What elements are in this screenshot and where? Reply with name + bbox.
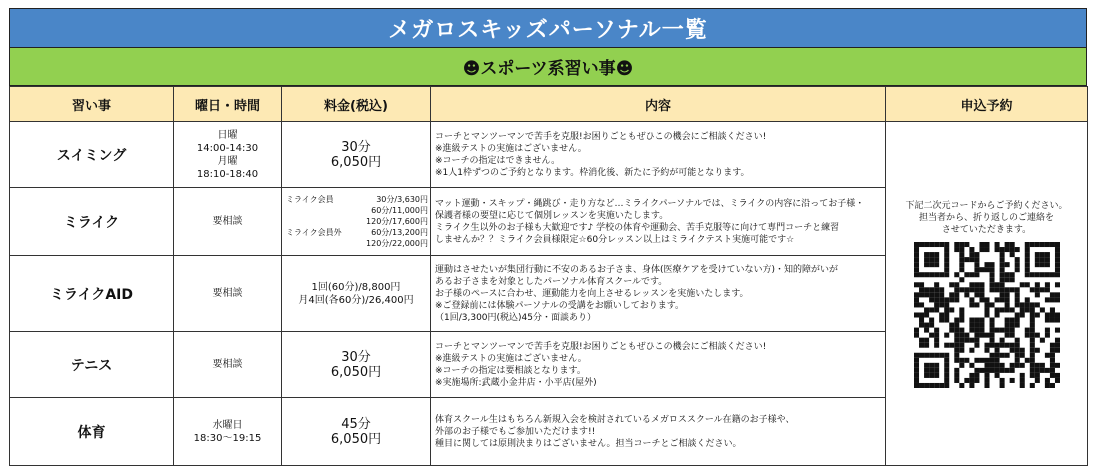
lesson-price: 45分 6,050円 <box>282 398 431 466</box>
lesson-price: 30分 6,050円 <box>282 332 431 398</box>
lesson-name: テニス <box>10 332 174 398</box>
header-lesson: 習い事 <box>10 87 174 122</box>
lesson-schedule: 日曜 14:00-14:30 月曜 18:10-18:40 <box>174 122 282 188</box>
lesson-price: ミライク会員 30分/3,630円 60分/11,000円 120分/17,600円 ミライク会員外 60分/13,200円 120分/22,000円 <box>282 188 431 256</box>
lesson-name: ミライク <box>10 188 174 256</box>
header-reservation: 申込予約 <box>886 87 1088 122</box>
price-sheet <box>9 8 1087 466</box>
lesson-schedule: 水曜日 18:30～19:15 <box>174 398 282 466</box>
lesson-content: 体育スクール生はもちろん新規入会を検討されているメガロススクール在籍のお子様や、 外部のお子様でもご参加いただけます!! 種目に関しては原則決まりはございません。担当コーチとご相談ください。 <box>431 398 886 466</box>
header-row <box>10 87 1088 122</box>
lesson-content: マット運動・スキップ・縄跳び・走り方など…ミライクパーソナルでは、ミライクの内容に沿ってお子様・ 保護者様の要望に応じて個別レッスンを実施いたします。 ミライク生以外のお子様も大歓迎です♪ 学校の体育や運動会、苦手克服等に向けて専門コーチと練習 しませんか？？ミライク会員様限定☆60分レッスン以上はミライクテスト実施可能です☆ <box>431 188 886 256</box>
reservation-text: 下記二次元コードからご予約ください。 <box>905 200 1068 211</box>
header-schedule: 曜日・時間 <box>174 87 282 122</box>
lesson-name: スイミング <box>10 122 174 188</box>
reservation-text: させていただきます。 <box>941 224 1032 235</box>
lesson-table <box>9 86 1088 466</box>
lesson-name: ミライクAID <box>10 256 174 332</box>
header-content: 内容 <box>431 87 886 122</box>
lesson-content: 運動はさせたいが集団行動に不安のあるお子さま、身体(医療ケアを受けていない方)・知的障がいが あるお子さまを対象としたパーソナル体育スクールです。 お子様のペースに合わせ、運動能力を向上させるレッスンを実施いたします。 ※ご登録前には体験パーソナルの受講をお願いしております。 （1回/3,300円(税込)45分・面談あり） <box>431 256 886 332</box>
lesson-price: 1回(60分)/8,800円 月4回(各60分)/26,400円 <box>282 256 431 332</box>
lesson-content: コーチとマンツーマンで苦手を克服!お困りごともぜひこの機会にご相談ください! ※進級テストの実施はございません。 ※コーチの指定は要相談となります。 ※実施場所:武蔵小金井店・小平店(屋外) <box>431 332 886 398</box>
reservation-text: 担当者から、折り返しのご連絡を <box>918 212 1054 223</box>
lesson-schedule: 要相談 <box>174 256 282 332</box>
header-price: 料金(税込) <box>282 87 431 122</box>
lesson-schedule: 要相談 <box>174 188 282 256</box>
lesson-name: 体育 <box>10 398 174 466</box>
reservation-cell <box>886 122 1088 466</box>
qr-code-icon[interactable] <box>914 242 1060 388</box>
lesson-schedule: 要相談 <box>174 332 282 398</box>
lesson-price: 30分 6,050円 <box>282 122 431 188</box>
lesson-content: コーチとマンツーマンで苦手を克服!お困りごともぜひこの機会にご相談ください! ※進級テストの実施はございません。 ※コーチの指定はできません。 ※1人1枠ずつのご予約となります。枠消化後、新たに予約が可能となります。 <box>431 122 886 188</box>
page-title: メガロスキッズパーソナル一覧 <box>9 8 1087 48</box>
section-title: ☻スポーツ系習い事☻ <box>9 48 1087 86</box>
table-row <box>10 122 1088 188</box>
